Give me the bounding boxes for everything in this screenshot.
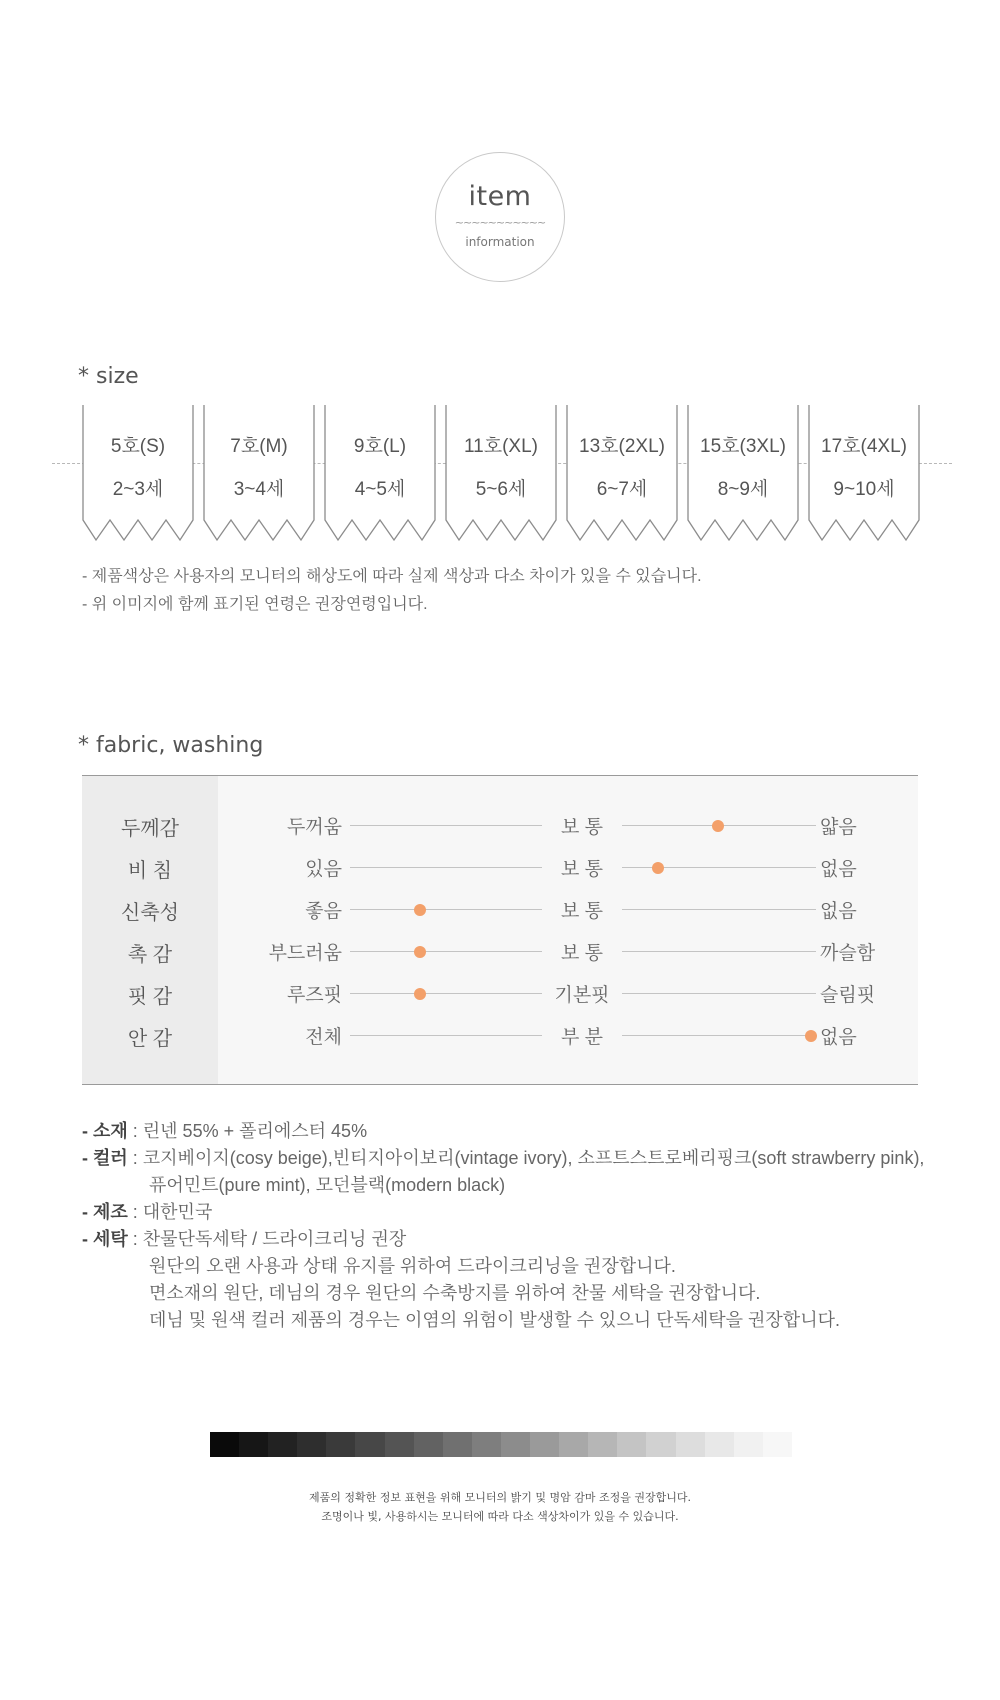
size-tag (82, 405, 194, 542)
scale-indicator-dot (414, 988, 426, 1000)
fabric-row (82, 893, 918, 923)
size-label: 5호(S) (110, 436, 166, 457)
scale-track-right (622, 951, 816, 952)
size-tag (203, 405, 315, 542)
badge-title: item (468, 181, 532, 212)
color-value: : 코지베이지(cosy beige),빈티지아이보리(vintage ivory), 소프트스트로베리핑크(soft strawberry pink), (127, 1148, 925, 1168)
wash-row (82, 1226, 924, 1253)
scale-mid-label: 보 통 (561, 943, 603, 964)
grayscale-swatch (501, 1432, 530, 1457)
scale-indicator-dot (414, 946, 426, 958)
wash-note: 데님 및 원색 컬러 제품의 경우는 이염의 위험이 발생할 수 있으니 단독세탁을 권장합니다. (149, 1310, 840, 1330)
grayscale-swatch (268, 1432, 297, 1457)
wash-note: 면소재의 원단, 데님의 경우 원단의 수축방지를 위하여 찬물 세탁을 권장합니다. (149, 1283, 761, 1303)
grayscale-swatch (705, 1432, 734, 1457)
scale-track-left (350, 825, 542, 826)
monitor-notice-line: 제품의 정확한 정보 표현을 위해 모니터의 밝기 및 명암 감마 조정을 권장합니다. (309, 1491, 691, 1504)
size-note: - 위 이미지에 함께 표기된 연령은 권장연령입니다. (82, 596, 428, 613)
wash-value: : 찬물단독세탁 / 드라이크리닝 권장 (127, 1229, 407, 1249)
scale-right-label: 없음 (820, 859, 857, 880)
fabric-row (82, 935, 918, 965)
material-value: : 린넨 55% + 폴리에스터 45% (127, 1121, 368, 1141)
scale-left-label: 있음 (305, 859, 342, 880)
scale-mid-label: 보 통 (561, 817, 603, 838)
scale-indicator-dot (805, 1030, 817, 1042)
scale-right-label: 없음 (820, 901, 857, 922)
color-key: - 컬러 (82, 1148, 128, 1168)
grayscale-swatch (559, 1432, 588, 1457)
fabric-row (82, 977, 918, 1007)
size-label: 13호(2XL) (579, 436, 665, 457)
material-row (82, 1118, 924, 1145)
size-notes (82, 563, 702, 619)
grayscale-swatch (530, 1432, 559, 1457)
scale-left-label: 두꺼움 (286, 817, 342, 838)
size-label: 7호(M) (230, 436, 288, 457)
product-details (82, 1118, 924, 1334)
grayscale-swatch (588, 1432, 617, 1457)
fabric-table (82, 775, 918, 1085)
scale-track-left (350, 1035, 542, 1036)
size-note: - 제품색상은 사용자의 모니터의 해상도에 따라 실제 색상과 다소 차이가 있을 수 있습니다. (82, 568, 702, 585)
grayscale-swatch (385, 1432, 414, 1457)
fabric-row-label: 비 침 (127, 860, 173, 882)
age-label: 3~4세 (233, 479, 285, 500)
fabric-row-label: 촉 감 (127, 944, 173, 966)
age-label: 8~9세 (717, 479, 769, 500)
age-label: 9~10세 (833, 479, 895, 500)
grayscale-swatch (210, 1432, 239, 1457)
age-label: 6~7세 (596, 479, 648, 500)
color-row (82, 1145, 924, 1172)
fabric-row-label: 핏 감 (127, 986, 173, 1008)
size-tag (808, 405, 920, 542)
fabric-section-title: * fabric, washing (78, 733, 264, 758)
scale-track-left (350, 909, 542, 910)
grayscale-swatch (443, 1432, 472, 1457)
scale-track-right (622, 909, 816, 910)
made-row (82, 1199, 924, 1226)
grayscale-swatch (472, 1432, 501, 1457)
grayscale-calibration-bar (210, 1432, 792, 1457)
size-label: 9호(L) (353, 436, 407, 457)
size-section-title: * size (78, 364, 139, 389)
grayscale-swatch (355, 1432, 384, 1457)
made-key: - 제조 (82, 1202, 128, 1222)
scale-track-left (350, 867, 542, 868)
size-tag (445, 405, 557, 542)
grayscale-swatch (734, 1432, 763, 1457)
size-tag (324, 405, 436, 542)
item-information-badge (435, 152, 565, 282)
age-label: 2~3세 (112, 479, 164, 500)
scale-right-label: 까슬함 (820, 943, 876, 964)
grayscale-swatch (326, 1432, 355, 1457)
scale-mid-label: 보 통 (561, 901, 603, 922)
size-label: 15호(3XL) (700, 436, 786, 457)
age-label: 4~5세 (354, 479, 406, 500)
scale-left-label: 루즈핏 (286, 985, 342, 1006)
grayscale-swatch (297, 1432, 326, 1457)
scale-mid-label: 부 분 (561, 1027, 603, 1048)
scale-track-right (622, 1035, 816, 1036)
scale-right-label: 슬림핏 (820, 985, 876, 1006)
grayscale-swatch (414, 1432, 443, 1457)
scale-indicator-dot (712, 820, 724, 832)
size-tag (566, 405, 678, 542)
grayscale-swatch (646, 1432, 675, 1457)
size-label: 11호(XL) (464, 436, 538, 457)
scale-mid-label: 보 통 (561, 859, 603, 880)
scale-track-left (350, 951, 542, 952)
scale-left-label: 부드러움 (268, 943, 342, 964)
material-key: - 소재 (82, 1121, 128, 1141)
fabric-row (82, 809, 918, 839)
scale-right-label: 얇음 (820, 817, 857, 838)
wash-note: 원단의 오랜 사용과 상태 유지를 위하여 드라이크리닝을 권장합니다. (149, 1256, 676, 1276)
color-row-continued: 퓨어민트(pure mint), 모던블랙(modern black) (149, 1175, 506, 1195)
fabric-row (82, 1019, 918, 1049)
badge-subtitle: information (465, 235, 535, 249)
scale-mid-label: 기본핏 (554, 985, 610, 1006)
fabric-row-label: 신축성 (121, 902, 179, 924)
size-label: 17호(4XL) (821, 436, 907, 457)
made-value: : 대한민국 (127, 1202, 213, 1222)
grayscale-swatch (617, 1432, 646, 1457)
monitor-notice (0, 1488, 1000, 1526)
scale-left-label: 좋음 (305, 901, 342, 922)
wash-key: - 세탁 (82, 1229, 128, 1249)
scale-right-label: 없음 (820, 1027, 857, 1048)
badge-squiggle: ~~~~~~~~~~~ (454, 216, 546, 229)
grayscale-swatch (676, 1432, 705, 1457)
fabric-row-label: 두께감 (121, 818, 179, 840)
fabric-row-label: 안 감 (127, 1028, 173, 1050)
scale-indicator-dot (414, 904, 426, 916)
grayscale-swatch (763, 1432, 792, 1457)
fabric-row (82, 851, 918, 881)
age-label: 5~6세 (475, 479, 527, 500)
scale-track-left (350, 993, 542, 994)
scale-track-right (622, 993, 816, 994)
grayscale-swatch (239, 1432, 268, 1457)
scale-left-label: 전체 (305, 1027, 342, 1048)
size-tag (687, 405, 799, 542)
monitor-notice-line: 조명이나 빛, 사용하시는 모니터에 따라 다소 색상차이가 있을 수 있습니다. (321, 1510, 679, 1523)
scale-indicator-dot (652, 862, 664, 874)
